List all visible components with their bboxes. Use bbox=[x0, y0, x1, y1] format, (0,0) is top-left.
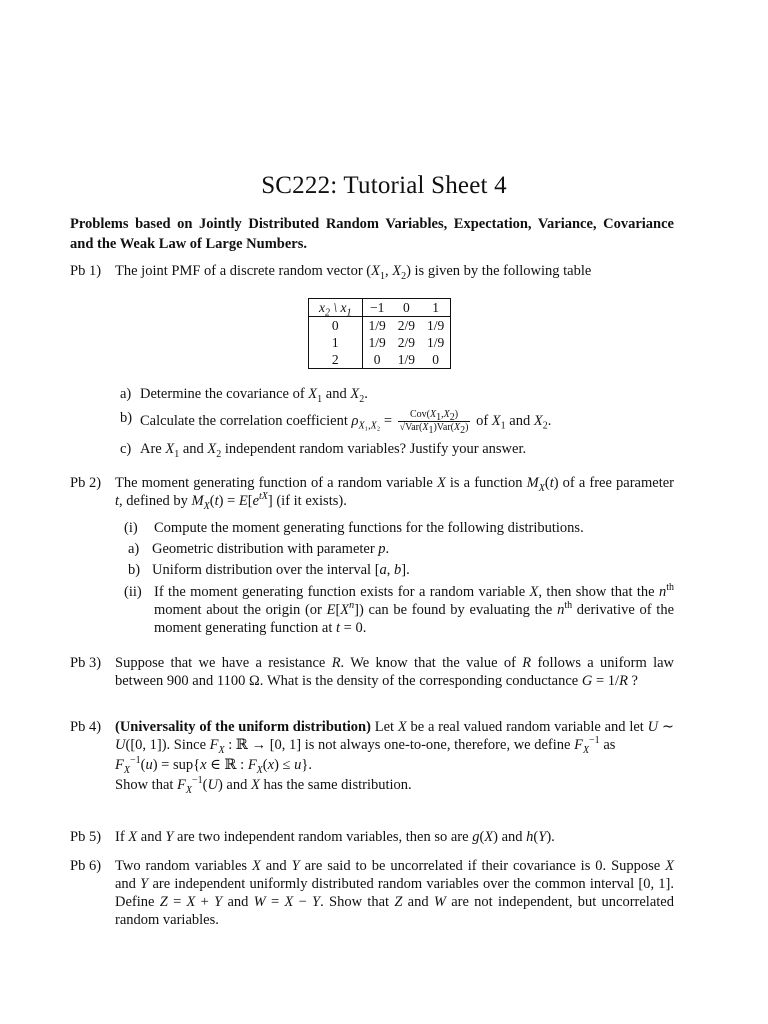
problem-2-intro: The moment generating function of a random variable X is a function $M_X(t)$ of a free parameter t, defined by $M_X(t) = E[e^{tX}]$ (if it exists). bbox=[115, 475, 674, 512]
pmf-col: 1 bbox=[421, 299, 450, 317]
problem-2ii: (ii) If the moment generating function exists for a random variable X, then show that the $n^{th}$ moment about the origin (or $E[X^n]$) can be found by evaluating the $n^{th}$ derivative of the moment generating function at t = 0. bbox=[124, 582, 675, 636]
problem-5-text: If X and Y are two independent random variables, then so are g(X) and h(Y). bbox=[115, 829, 555, 845]
pmf-table bbox=[308, 298, 451, 369]
pmf-header-row bbox=[309, 299, 450, 317]
pmf-cell: 2/9 bbox=[397, 335, 416, 350]
pmf-cell: 0 bbox=[373, 352, 381, 367]
pmf-cell: 1/9 bbox=[427, 318, 445, 333]
pmf-cell: 1/9 bbox=[427, 335, 445, 350]
pmf-row bbox=[309, 334, 450, 351]
problem-1b: b) Calculate the correlation coefficient $\rho_{X_1,X_2}$ = $\frac{Cov(X_1,X_2)}{√Var(X_1)Var(X_2)}$ of $X_1$ and $X_2$. bbox=[120, 409, 552, 436]
problem-1-label: Pb 1) bbox=[70, 263, 102, 279]
problem-4-text: (Universality of the uniform distribution) Let X be a real valued random variable and let U ∼ U([0, 1]). Since $F_X$ : ℝ → [0, 1] is not always one-to-one, therefore, we define $F_X^{-1}$ as bbox=[115, 719, 675, 756]
problem-1a: a) Determine the covariance of $X_1$ and $X_2$. bbox=[120, 386, 368, 405]
problem-6-text: Two random variables X and Y are said to be uncorrelated if their covariance is 0. Suppose X and Y are independent uniformly distributed random variables over the common interval [0, 1]. Define Z = X + Y and W = X − Y. Show that Z and W are not independent, but uncorrelated random variables. bbox=[115, 858, 674, 928]
pmf-cell: 1/9 bbox=[368, 318, 386, 333]
pmf-col: 0 bbox=[392, 299, 421, 317]
problem-1 bbox=[70, 262, 674, 280]
pmf-row-header: 2 bbox=[309, 351, 362, 368]
problem-2i: (i) Compute the moment generating functions for the following distributions. bbox=[124, 520, 584, 536]
pmf-cell: 0 bbox=[432, 352, 440, 367]
pmf-row bbox=[309, 351, 450, 368]
pmf-cell: 1/9 bbox=[397, 352, 416, 367]
problem-3: Pb 3) Suppose that we have a resistance R. We know that the value of R follows a uniform law between 900 and 1100 Ω. What is the density of the corresponding conductance G = 1/R ? bbox=[70, 655, 675, 689]
problem-4-show: Show that $F_X^{-1}(U)$ and X has the same distribution. bbox=[115, 775, 412, 796]
problem-1-parts bbox=[70, 385, 674, 458]
problem-1-intro: The joint PMF of a discrete random vector ($X_1$, $X_2$) is given by the following table bbox=[115, 263, 592, 282]
correlation-fraction: $\frac{Cov(X_1,X_2)}{√Var(X_1)Var(X_2)}$ bbox=[399, 409, 469, 436]
problem-2ia: a) Geometric distribution with parameter p. bbox=[128, 541, 390, 557]
pmf-corner: $x_2$ \ $x_1$ bbox=[309, 299, 362, 317]
problem-5: Pb 5) If X and Y are two independent random variables, then so are g(X) and h(Y). bbox=[70, 828, 674, 846]
problem-2ib: b) Uniform distribution over the interval [a, b]. bbox=[128, 562, 410, 578]
problem-4-equation: $F_X^{-1}(u) = sup\{x$ ∈ ℝ : $F_X(x) \le u$}. bbox=[115, 755, 312, 776]
page-subtitle: Problems based on Jointly Distributed Random Variables, Expectation, Variance, Covariance and the Weak Law of Large Numbers. bbox=[70, 216, 674, 252]
problem-3-text: Suppose that we have a resistance R. We know that the value of R follows a uniform law between 900 and 1100 Ω. What is the density of the corresponding conductance G = 1/R ? bbox=[115, 655, 675, 689]
pmf-cell: 2/9 bbox=[397, 318, 416, 333]
problem-6: Pb 6) Two random variables X and Y are said to be uncorrelated if their covariance is 0. Suppose X and Y are independent uniformly distributed random variables over the common interval [0, 1]. Define Z = X + Y and W = X − Y. Show that Z and W are not independent, but uncorrelated random variables. bbox=[70, 858, 674, 928]
page-title: SC222: Tutorial Sheet 4 bbox=[261, 172, 507, 199]
pmf-cell: 1/9 bbox=[368, 335, 386, 350]
pmf-row-header: 0 bbox=[309, 317, 362, 335]
pmf-row-header: 1 bbox=[309, 334, 362, 351]
pmf-col: −1 bbox=[362, 299, 392, 317]
pmf-row bbox=[309, 317, 450, 335]
problem-1c: c) Are $X_1$ and $X_2$ independent random variables? Justify your answer. bbox=[120, 441, 527, 460]
problem-2: Pb 2) The moment generating function of a random variable X is a function $M_X(t)$ of a free parameter t, defined by $M_X(t) = E[e^{tX}]$ (if it exists). (i) Compute the moment generating functions for the following distributions. a) Geometric distribution with parameter p. b) Uniform distribution over the interval [a, b]. (ii) If the moment generating function exists for a random variable X, then show that the $n^{th}$ moment about the origin (or $E[X^n]$) can be found by evaluating the $n^{th}$ derivative of the moment generating function at t = 0. bbox=[70, 475, 675, 636]
problem-4: Pb 4) (Universality of the uniform distribution) Let X be a real valued random variable and let U ∼ U([0, 1]). Since $F_X$ : ℝ → [0, 1] is not always one-to-one, therefore, we define $F_X^{-1}$ as $F_X^{-1}(u) = sup\{x$ ∈ ℝ : $F_X(x) \le u$}. Show that $F_X^{-1}(U)$ and X has the same distribution. bbox=[70, 719, 675, 796]
